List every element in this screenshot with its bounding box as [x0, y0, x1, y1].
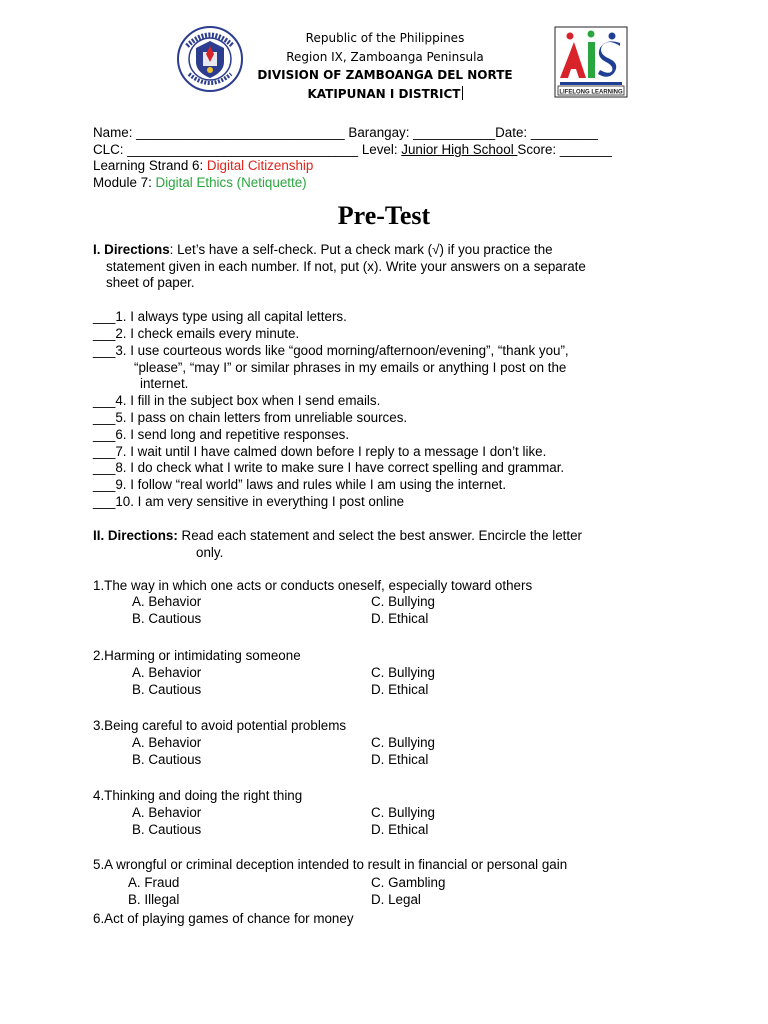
list-item: ___4. I fill in the subject box when I send emails. — [93, 393, 381, 408]
module-line: Module 7: Digital Ethics (Netiquette) — [93, 175, 307, 190]
deped-seal-icon — [177, 26, 243, 92]
option-d: D. Legal — [371, 892, 421, 907]
question-3: 3.Being careful to avoid potential problems — [93, 718, 347, 733]
option-c: C. Gambling — [371, 875, 446, 890]
list-item: ___1. I always type using all capital letters. — [93, 309, 347, 324]
part2-heading: II. Directions: — [93, 528, 178, 543]
option-a: A. Behavior — [132, 594, 202, 609]
score-field: Score: _______ — [517, 142, 612, 157]
module-value: Digital Ethics (Netiquette) — [155, 175, 307, 190]
option-d: D. Ethical — [371, 611, 429, 626]
option-b: B. Illegal — [128, 892, 180, 907]
header-region: Region IX, Zamboanga Peninsula — [286, 50, 484, 64]
part1-directions-line2: statement given in each number. If not, put (x). Write your answers on a separate — [106, 259, 586, 274]
question-5: 5.A wrongful or criminal deception intended to result in financial or personal gain — [93, 857, 568, 872]
learning-strand: Learning Strand 6: Digital Citizenship — [93, 158, 314, 173]
option-d: D. Ethical — [371, 682, 429, 697]
option-b: B. Cautious — [132, 682, 202, 697]
question-2: 2.Harming or intimidating someone — [93, 648, 301, 663]
part2-directions: II. Directions: Read each statement and select the best answer. Encircle the letter — [93, 528, 583, 543]
option-b: B. Cautious — [132, 822, 202, 837]
name-field: Name: ____________________________ — [93, 125, 345, 140]
header-district: KATIPUNAN I DISTRICT — [307, 87, 461, 101]
option-b: B. Cautious — [132, 752, 202, 767]
list-item: ___2. I check emails every minute. — [93, 326, 300, 341]
part1-heading: I. Directions — [93, 242, 170, 257]
part2-directions-line2: only. — [196, 545, 224, 560]
question-1: 1.The way in which one acts or conducts oneself, especially toward others — [93, 578, 533, 593]
header-republic: Republic of the Philippines — [305, 31, 465, 45]
als-logo-icon — [554, 26, 628, 98]
option-a: A. Behavior — [132, 735, 202, 750]
barangay-field: Barangay: ___________ — [348, 125, 496, 140]
option-a: A. Behavior — [132, 805, 202, 820]
question-6: 6.Act of playing games of chance for money — [93, 911, 354, 926]
date-field: Date: _________ — [495, 125, 598, 140]
list-item: ___10. I am very sensitive in everything I post online — [93, 494, 405, 509]
list-item: ___9. I follow “real world” laws and rules while I am using the internet. — [93, 477, 507, 492]
question-4: 4.Thinking and doing the right thing — [93, 788, 303, 803]
part1-directions: I. Directions: Let’s have a self-check. Put a check mark (√) if you practice the — [93, 242, 553, 257]
option-d: D. Ethical — [371, 822, 429, 837]
list-item: ___8. I do check what I write to make sure I have correct spelling and grammar. — [93, 460, 565, 475]
list-item: ___5. I pass on chain letters from unreliable sources. — [93, 410, 408, 425]
clc-field: CLC: _______________________________ — [93, 142, 359, 157]
option-c: C. Bullying — [371, 665, 436, 680]
option-c: C. Bullying — [371, 594, 436, 609]
clc-field-line — [93, 141, 612, 158]
page-title: Pre-Test — [337, 201, 431, 230]
option-c: C. Bullying — [371, 735, 436, 750]
text-cursor — [462, 86, 463, 100]
list-item: ___7. I wait until I have calmed down before I reply to a message I don’t like. — [93, 444, 547, 459]
strand-value: Digital Citizenship — [206, 158, 314, 173]
list-item-continuation: “please”, “may I” or similar phrases in my emails or anything I post on the — [134, 360, 567, 375]
option-b: B. Cautious — [132, 611, 202, 626]
name-field-line — [93, 124, 598, 141]
list-item: ___6. I send long and repetitive responses. — [93, 427, 350, 442]
option-d: D. Ethical — [371, 752, 429, 767]
option-c: C. Bullying — [371, 805, 436, 820]
option-a: A. Behavior — [132, 665, 202, 680]
level-label: Level: — [361, 142, 402, 157]
part1-directions-line3: sheet of paper. — [106, 275, 195, 290]
list-item: ___3. I use courteous words like “good morning/afternoon/evening”, “thank you”, — [93, 343, 569, 358]
list-item-continuation: internet. — [140, 376, 189, 391]
option-a: A. Fraud — [128, 875, 180, 890]
level-value: Junior High School — [401, 142, 518, 157]
svg-text:LIFELONG LEARNING: LIFELONG LEARNING — [559, 89, 623, 96]
header-division: DIVISION OF ZAMBOANGA DEL NORTE — [257, 68, 513, 82]
